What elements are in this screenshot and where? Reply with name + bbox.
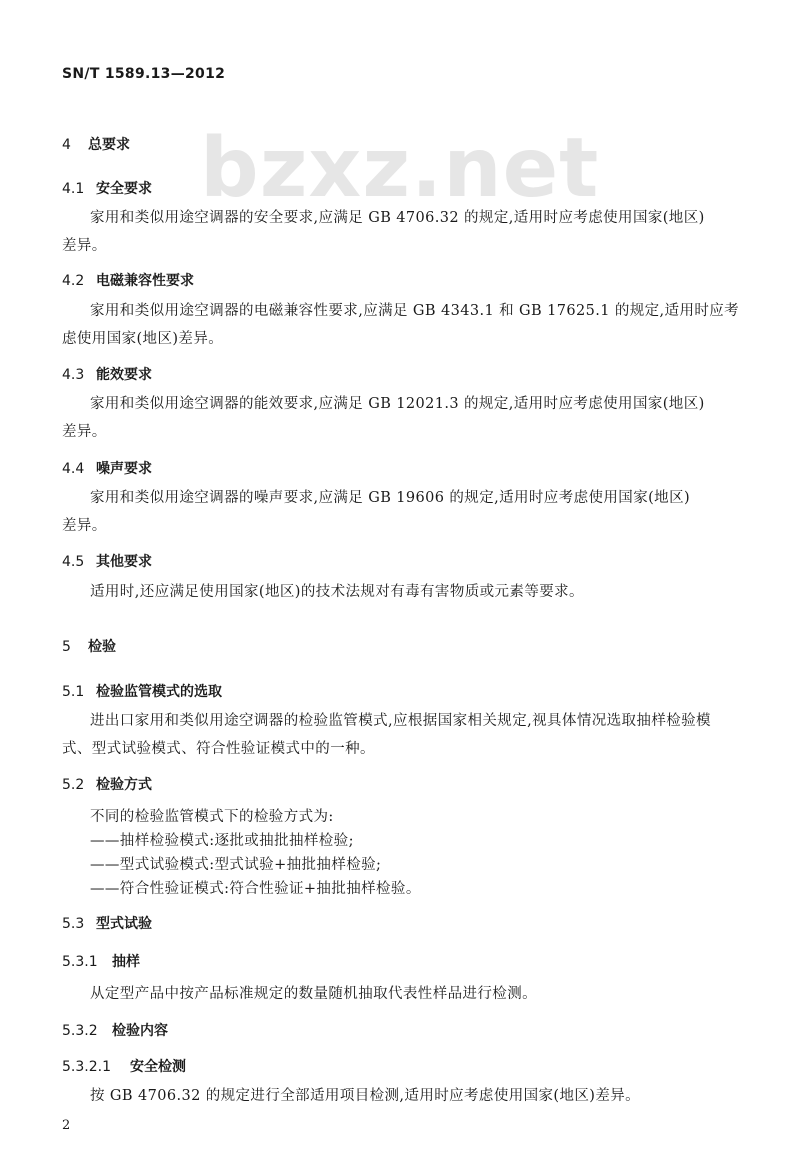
watermark: bzxz.net <box>200 121 600 216</box>
paragraph-4-4: 家用和类似用途空调器的噪声要求,应满足 GB 19606 的规定,适用时应考虑使用国家(地区) 差异。 <box>62 490 691 534</box>
paragraph-4-1: 家用和类似用途空调器的安全要求,应满足 GB 4706.32 的规定,适用时应考虑使用国家(地区) 差异。 <box>62 210 705 254</box>
heading-4-4: 4.4 噪声要求 <box>62 461 152 477</box>
heading-4-3: 4.3 能效要求 <box>62 367 152 383</box>
page-number: 2 <box>62 1118 71 1133</box>
heading-4-5: 4.5 其他要求 <box>62 554 152 570</box>
document-code: SN/T 1589.13—2012 <box>62 66 226 82</box>
heading-4-1: 4.1 安全要求 <box>62 181 152 197</box>
paragraph-4-3: 家用和类似用途空调器的能效要求,应满足 GB 12021.3 的规定,适用时应考虑使用国家(地区) 差异。 <box>62 396 705 440</box>
heading-5-1: 5.1 检验监管模式的选取 <box>62 684 222 700</box>
heading-5-3: 5.3 型式试验 <box>62 916 152 932</box>
heading-5-3-2-1: 5.3.2.1 安全检测 <box>62 1059 186 1075</box>
list-item-sampling: ——抽样检验模式:逐批或抽批抽样检验; <box>90 833 354 849</box>
paragraph-5-3-1: 从定型产品中按产品标准规定的数量随机抽取代表性样品进行检测。 <box>90 986 537 1002</box>
paragraph-4-5: 适用时,还应满足使用国家(地区)的技术法规对有毒有害物质或元素等要求。 <box>90 584 584 600</box>
paragraph-5-3-2-1: 按 GB 4706.32 的规定进行全部适用项目检测,适用时应考虑使用国家(地区)差异。 <box>90 1088 641 1104</box>
heading-5-2: 5.2 检验方式 <box>62 777 152 793</box>
paragraph-5-1: 进出口家用和类似用途空调器的检验监管模式,应根据国家相关规定,视具体情况选取抽样检验模 式、型式试验模式、符合性验证模式中的一种。 <box>62 713 711 757</box>
list-item-type-test: ——型式试验模式:型式试验+抽批抽样检验; <box>90 857 382 873</box>
paragraph-4-2: 家用和类似用途空调器的电磁兼容性要求,应满足 GB 4343.1 和 GB 17625.1 的规定,适用时应考 虑使用国家(地区)差异。 <box>62 303 740 347</box>
heading-4-2: 4.2 电磁兼容性要求 <box>62 273 194 289</box>
list-item-conformity: ——符合性验证模式:符合性验证+抽批抽样检验。 <box>90 881 421 897</box>
heading-5-3-1: 5.3.1 抽样 <box>62 954 140 970</box>
heading-4: 4 总要求 <box>62 137 130 153</box>
heading-5: 5 检验 <box>62 639 116 655</box>
paragraph-5-2-intro: 不同的检验监管模式下的检验方式为: <box>90 809 334 825</box>
heading-5-3-2: 5.3.2 检验内容 <box>62 1023 168 1039</box>
